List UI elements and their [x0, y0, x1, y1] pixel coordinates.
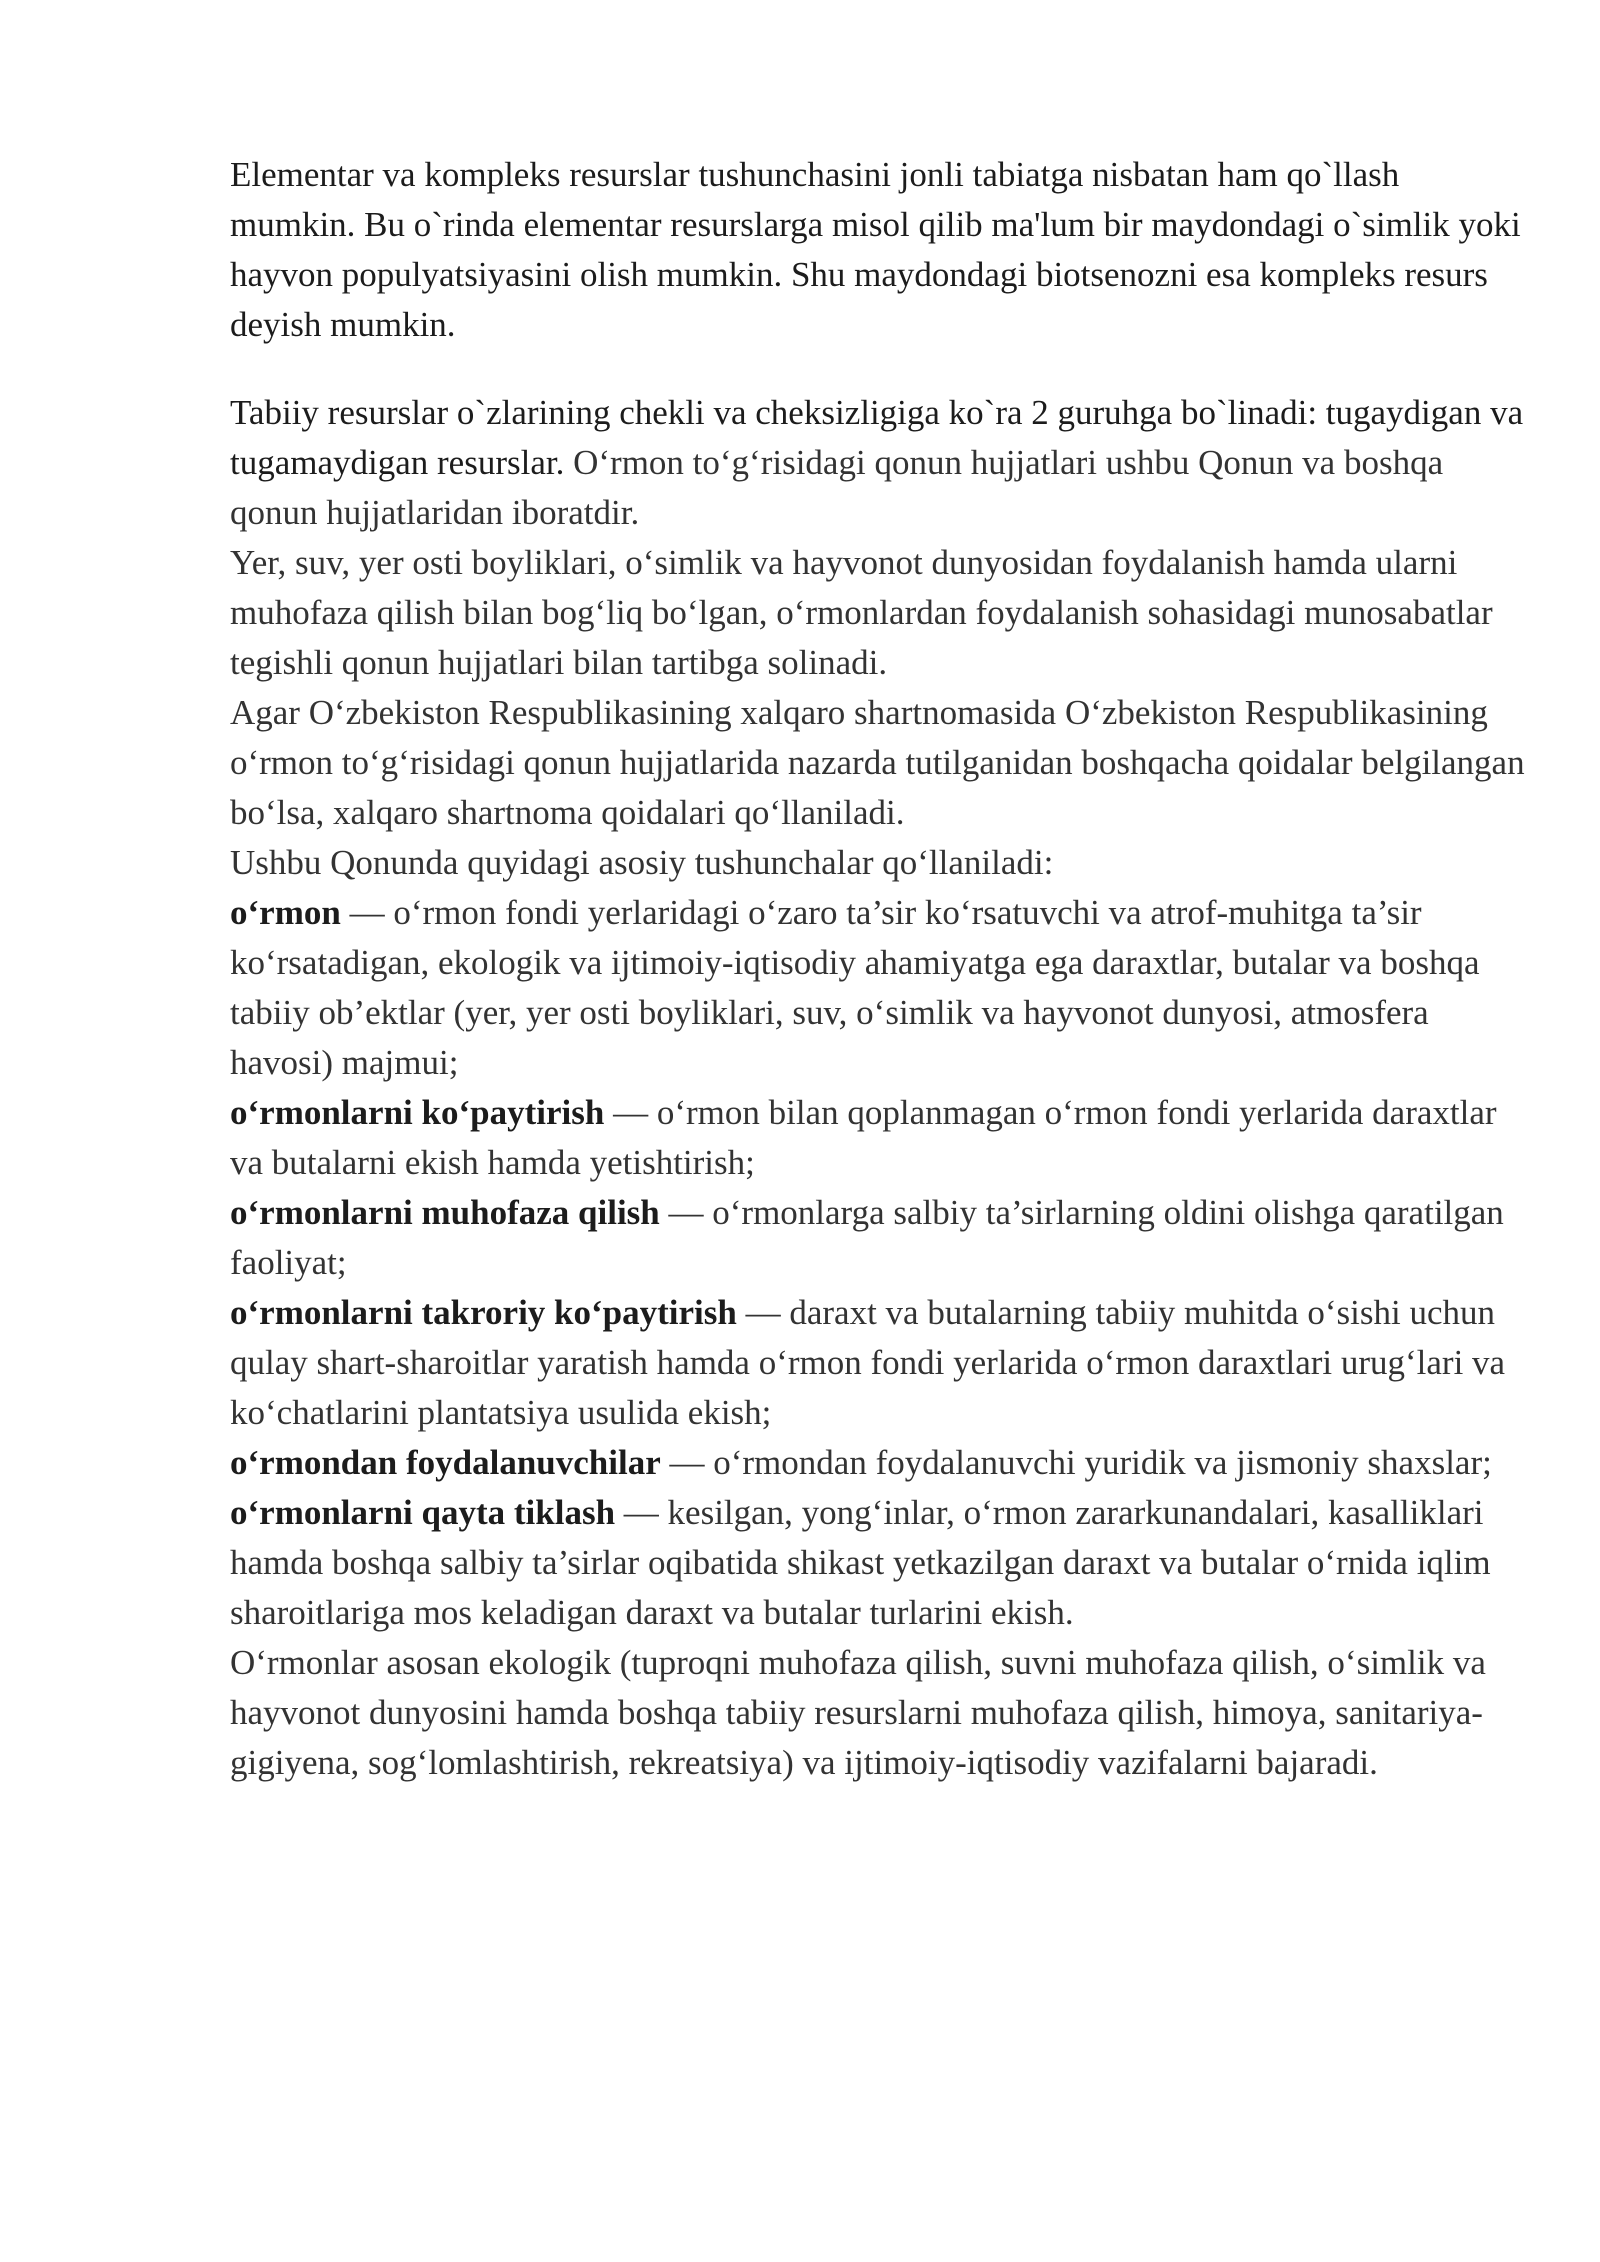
definition-item: [230, 1188, 1530, 1288]
definition-text: — daraxt va butalarning tabiiy muhitda o‘sishi uchun qulay shart-sharoitlar yaratish hamda o‘rmon fondi yerlarida o‘rmon daraxtlari urug‘lari va ko‘chatlarini plantatsiya usulida ekish;: [230, 1293, 1506, 1432]
definition-text: — o‘rmonlarga salbiy ta’sirlarning oldini olishga qaratilgan faoliyat;: [230, 1193, 1504, 1282]
definition-text: — o‘rmon fondi yerlaridagi o‘zaro ta’sir ko‘rsatuvchi va atrof-muhitga ta’sir ko‘rsatadigan, ekologik va ijtimoiy-iqtisodiy ahamiyatga ega daraxtlar, butalar va boshqa tabiiy ob’ektlar (yer, yer osti boyliklari, suv, o‘simlik va hayvonot dunyosi, atmosfera havosi) majmui;: [230, 893, 1480, 1082]
definition-term: o‘rmonlarni qayta tiklash: [230, 1493, 616, 1532]
document-page: [230, 150, 1530, 1788]
definition-item: [230, 1488, 1530, 1638]
intro-paragraph: Elementar va kompleks resurslar tushunchasini jonli tabiatga nisbatan ham qo`llash mumkin. Bu o`rinda elementar resurslarga misol qilib ma'lum bir maydondagi o`simlik yoki hayvon populyatsiyasini olish mumkin. Shu maydondagi biotsenozni esa kompleks resurs deyish mumkin.: [230, 155, 1521, 344]
paragraph-spacer: [230, 350, 1530, 388]
definition-term: o‘rmon: [230, 893, 341, 932]
functions-paragraph: O‘rmonlar asosan ekologik (tuproqni muhofaza qilish, suvni muhofaza qilish, o‘simlik va hayvonot dunyosini hamda boshqa tabiiy resurslarni muhofaza qilish, himoya, sanitariya-gigiyena, sog‘lomlashtirish, rekreatsiya) va ijtimoiy-iqtisodiy vazifalarni bajaradi.: [230, 1643, 1486, 1782]
definition-text: — kesilgan, yong‘inlar, o‘rmon zararkunandalari, kasalliklari hamda boshqa salbiy ta’sirlar oqibatida shikast yetkazilgan daraxt va butalar o‘rnida iqlim sharoitlariga mos keladigan daraxt va butalar turlarini ekish.: [230, 1493, 1491, 1632]
classification-tail: O‘rmon to‘g‘risidagi qonun hujjatlari ushbu Qonun va boshqa qonun hujjatlaridan iboratdir.: [230, 443, 1444, 532]
international-paragraph: Agar O‘zbekiston Respublikasining xalqaro shartnomasida O‘zbekiston Respublikasining o‘rmon to‘g‘risidagi qonun hujjatlarida nazarda tutilganidan boshqacha qoidalar belgilangan bo‘lsa, xalqaro shartnoma qoidalari qo‘llaniladi.: [230, 693, 1525, 832]
definition-item: [230, 1288, 1530, 1438]
definition-text: — o‘rmon bilan qoplanmagan o‘rmon fondi yerlarida daraxtlar va butalarni ekish hamda yetishtirish;: [230, 1093, 1497, 1182]
concepts-intro: Ushbu Qonunda quyidagi asosiy tushunchalar qo‘llaniladi:: [230, 843, 1054, 882]
definition-term: o‘rmondan foydalanuvchilar: [230, 1443, 661, 1482]
definition-text: — o‘rmondan foydalanuvchi yuridik va jismoniy shaxslar;: [660, 1443, 1492, 1482]
definition-item: [230, 1088, 1530, 1188]
definition-term: o‘rmonlarni muhofaza qilish: [230, 1193, 660, 1232]
classification-paragraph: [230, 388, 1530, 538]
relations-paragraph: Yer, suv, yer osti boyliklari, o‘simlik va hayvonot dunyosidan foydalanish hamda ularni muhofaza qilish bilan bog‘liq bo‘lgan, o‘rmonlardan foydalanish sohasidagi munosabatlar tegishli qonun hujjatlari bilan tartibga solinadi.: [230, 543, 1493, 682]
definition-term: o‘rmonlarni ko‘paytirish: [230, 1093, 605, 1132]
definition-item: [230, 888, 1530, 1088]
definition-term: o‘rmonlarni takroriy ko‘paytirish: [230, 1293, 737, 1332]
definition-item: [230, 1438, 1530, 1488]
classification-lead: Tabiiy resurslar o`zlarining chekli va cheksizligiga ko`ra 2 guruhga bo`linadi: tugaydigan va tugamaydigan resurslar.: [230, 393, 1524, 482]
